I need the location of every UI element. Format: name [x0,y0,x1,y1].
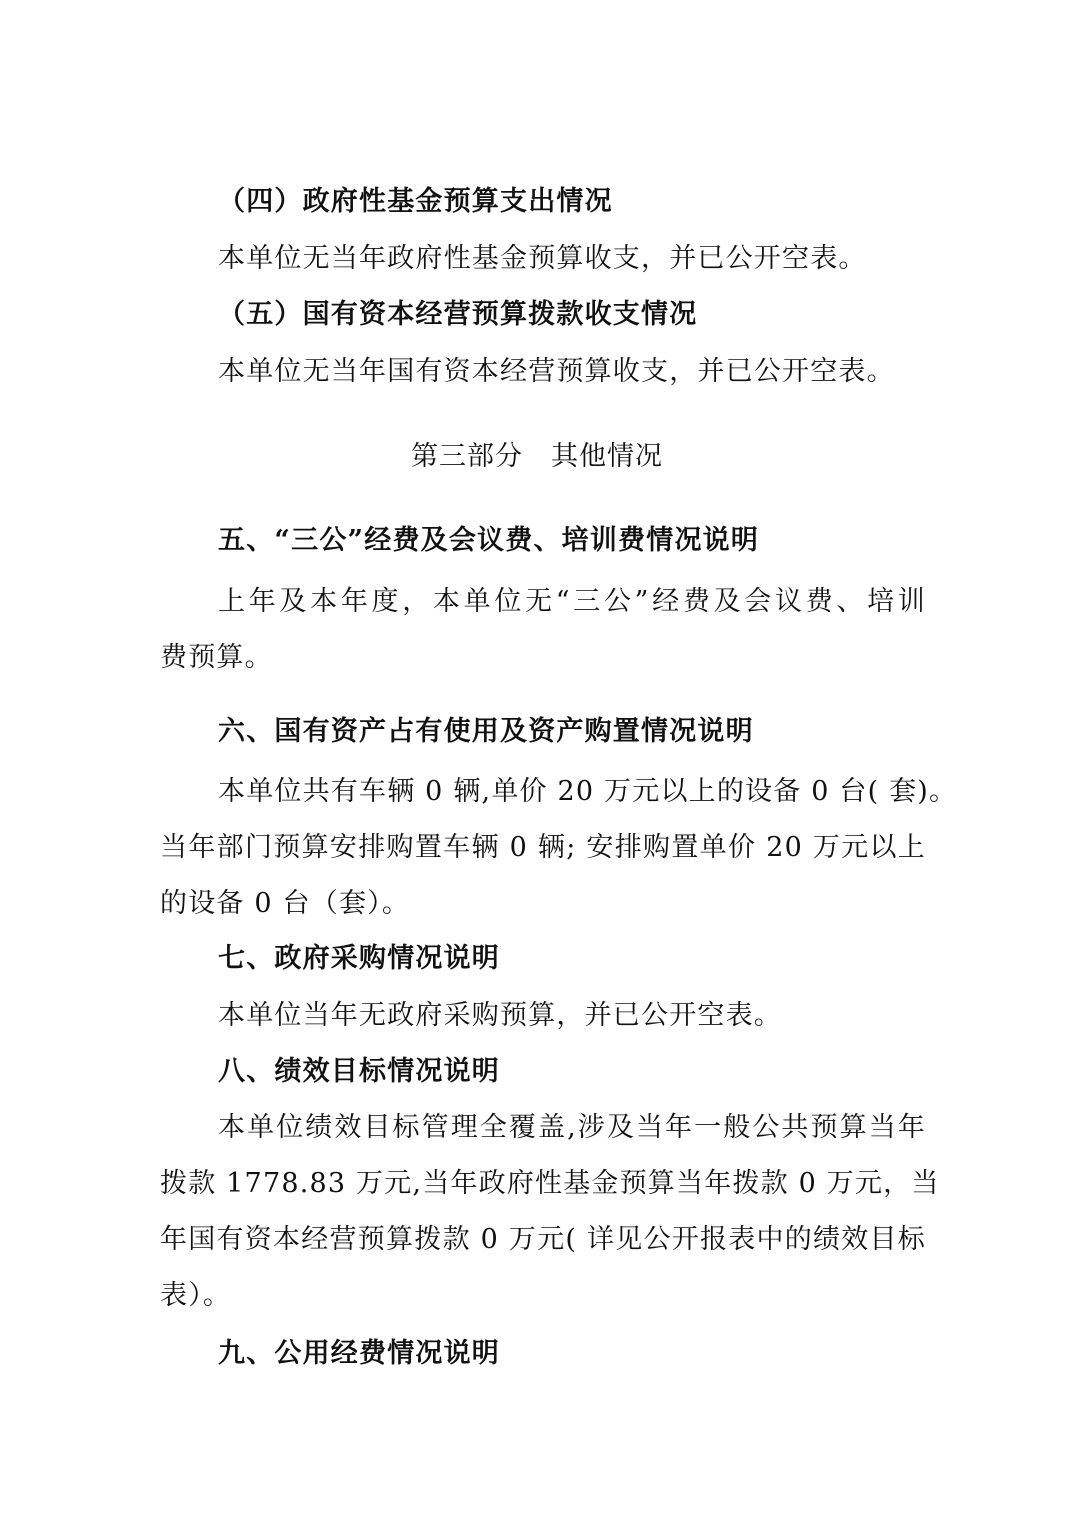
heading-government-fund-expenditure: （四）政府性基金预算支出情况 [218,186,613,217]
heading-performance-targets: 八、绩效目标情况说明 [218,1056,500,1087]
paragraph-procurement: 本单位当年无政府采购预算，并已公开空表。 [218,1000,782,1031]
part-three-title: 第三部分 其他情况 [411,441,663,472]
paragraph-performance-line2: 拨款 1778.83 万元,当年政府性基金预算当年拨款 0 万元，当 [160,1168,940,1199]
paragraph-state-capital: 本单位无当年国有资本经营预算收支，并已公开空表。 [218,356,895,387]
heading-government-procurement: 七、政府采购情况说明 [218,943,500,974]
heading-three-public-expenses: 五、“三公”经费及会议费、培训费情况说明 [218,525,760,556]
paragraph-assets-line3: 的设备 0 台（套）。 [160,888,411,919]
heading-public-expenses: 九、公用经费情况说明 [218,1338,500,1369]
paragraph-three-public-line2: 费预算。 [160,642,273,673]
paragraph-assets-line1: 本单位共有车辆 0 辆,单价 20 万元以上的设备 0 台( 套)。 [218,776,958,807]
paragraph-performance-line4: 表）。 [160,1280,232,1311]
paragraph-performance-line3: 年国有资本经营预算拨款 0 万元( 详见公开报表中的绩效目标 [160,1224,926,1255]
paragraph-performance-line1: 本单位绩效目标管理全覆盖,涉及当年一般公共预算当年 [218,1112,926,1143]
paragraph-assets-line2: 当年部门预算安排购置车辆 0 辆; 安排购置单价 20 万元以上 [160,832,926,863]
heading-state-capital-budget: （五）国有资本经营预算拨款收支情况 [218,299,698,330]
heading-state-assets: 六、国有资产占有使用及资产购置情况说明 [218,716,754,747]
paragraph-three-public-line1: 上年及本年度，本单位无“三公”经费及会议费、培训 [218,586,926,617]
paragraph-government-fund: 本单位无当年政府性基金预算收支，并已公开空表。 [218,243,867,274]
